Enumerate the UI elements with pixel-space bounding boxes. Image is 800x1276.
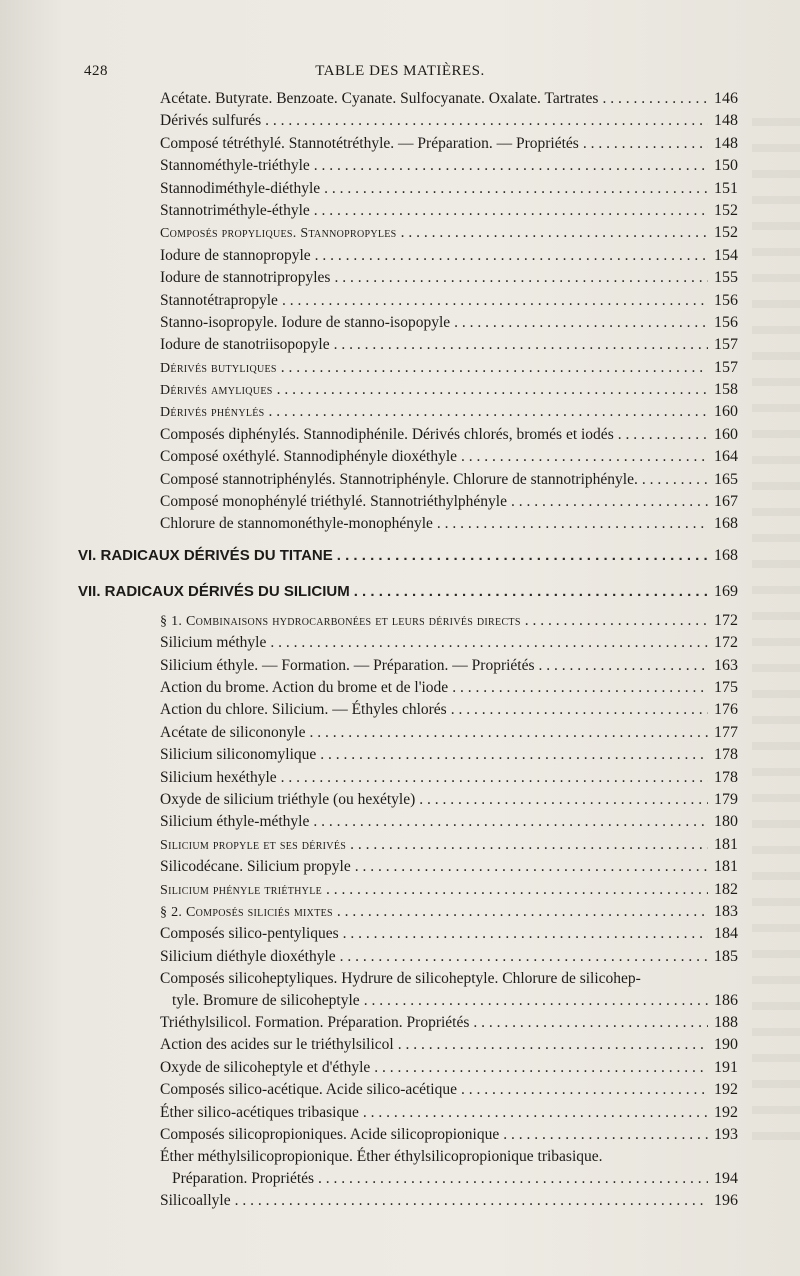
- toc-entry: [160, 1079, 738, 1101]
- toc-entry-page: 190: [714, 1036, 738, 1054]
- dot-leader: [602, 88, 708, 110]
- toc-entry-title: Action des acides sur le triéthylsilicol: [160, 1036, 394, 1054]
- dot-leader: [269, 401, 708, 423]
- dot-leader: [583, 133, 708, 155]
- dot-leader: [451, 699, 708, 721]
- toc-entry-title: Iodure de stannopropyle: [160, 246, 311, 264]
- toc-entry-page: 150: [714, 157, 738, 175]
- page-header: [84, 63, 716, 83]
- section-title: VII. RADICAUX DÉRIVÉS DU SILICIUM: [78, 582, 350, 600]
- toc-entry-title: Silicium éthyle. — Formation. — Préparation. — Propriétés: [160, 656, 535, 674]
- toc-entry-page: 193: [714, 1126, 738, 1144]
- dot-leader: [642, 469, 708, 491]
- dot-leader: [318, 1168, 708, 1190]
- dot-leader: [315, 245, 708, 267]
- toc-entry-page: 155: [714, 269, 738, 287]
- toc-entry: [160, 245, 738, 267]
- toc-entry-page: 178: [714, 746, 738, 764]
- dot-leader: [461, 1079, 708, 1101]
- toc-entry: [160, 677, 738, 699]
- toc-entry: [160, 655, 738, 677]
- toc-entry-title: Silicodécane. Silicium propyle: [160, 858, 351, 876]
- dot-leader: [324, 178, 708, 200]
- toc-entry-title: Éther silico-acétiques tribasique: [160, 1103, 359, 1121]
- toc-entry-page: 175: [714, 678, 738, 696]
- dot-leader: [511, 491, 708, 513]
- toc-entry: [160, 491, 738, 513]
- toc-entry-title: Chlorure de stannomonéthyle-monophényle: [160, 515, 433, 533]
- toc-entry: [160, 946, 738, 968]
- toc-entry: [160, 834, 738, 856]
- show-through-margin: [752, 100, 800, 1150]
- toc-entry: [160, 856, 738, 878]
- toc-entry: [160, 178, 738, 200]
- dot-leader: [320, 744, 708, 766]
- toc-entry: [160, 923, 738, 945]
- dot-leader: [334, 267, 708, 289]
- toc-entry: [160, 1146, 738, 1190]
- toc-entry-page: 192: [714, 1103, 738, 1121]
- toc-entry-page: 188: [714, 1014, 738, 1032]
- toc-entry: [160, 1012, 738, 1034]
- toc-entry-page: 156: [714, 313, 738, 331]
- toc-entry-page: 184: [714, 925, 738, 943]
- toc-entry-title: Dérivés phénylés: [160, 405, 265, 421]
- toc-entry-page: 168: [714, 546, 738, 564]
- toc-entry-title-continued: Préparation. Propriétés: [172, 1170, 315, 1188]
- toc-entry-page: 167: [714, 493, 738, 511]
- toc-entry-title: Dérivés amyliques: [160, 383, 273, 399]
- dot-leader: [277, 379, 708, 401]
- toc-entry-title: Action du brome. Action du brome et de l'iode: [160, 678, 449, 696]
- toc-entry-page: 191: [714, 1058, 738, 1076]
- dot-leader: [314, 155, 708, 177]
- toc-entry: [160, 155, 738, 177]
- toc-entry-page: 152: [714, 224, 738, 242]
- toc-entry-title: Stannodiméthyle-diéthyle: [160, 179, 321, 197]
- toc-entry: [160, 379, 738, 401]
- dot-leader: [270, 632, 708, 654]
- toc-entry-page: 163: [714, 656, 738, 674]
- toc-entry-title: Silicium phényle triéthyle: [160, 882, 323, 898]
- dot-leader: [437, 513, 708, 535]
- toc-entry: [160, 401, 738, 423]
- toc-entry: [160, 133, 738, 155]
- page-number: 428: [84, 63, 108, 79]
- toc-entry-title: Silicium méthyle: [160, 634, 267, 652]
- table-of-contents: [0, 88, 800, 1213]
- dot-leader: [309, 722, 708, 744]
- dot-leader: [354, 576, 708, 608]
- toc-entry-page: 183: [714, 902, 738, 920]
- toc-entry-page: 176: [714, 701, 738, 719]
- toc-entry: [160, 1190, 738, 1212]
- toc-entry-page: 168: [714, 515, 738, 533]
- toc-entry-page: 185: [714, 947, 738, 965]
- toc-entry-title: Stanno-isopropyle. Iodure de stanno-isopopyle: [160, 313, 451, 331]
- toc-entry-title: Oxyde de silicium triéthyle (ou hexétyle): [160, 790, 416, 808]
- dot-leader: [364, 990, 708, 1012]
- section-title: VI. RADICAUX DÉRIVÉS DU TITANE: [78, 546, 333, 564]
- dot-leader: [350, 834, 708, 856]
- toc-entry: [160, 744, 738, 766]
- toc-entry-page: 194: [714, 1170, 738, 1188]
- toc-entry-page: 196: [714, 1192, 738, 1210]
- toc-entry-title: Composé monophénylé triéthylé. Stannotriéthylphényle: [160, 493, 507, 511]
- dot-leader: [454, 312, 708, 334]
- toc-entry-page: 164: [714, 448, 738, 466]
- toc-entry-page: 148: [714, 112, 738, 130]
- dot-leader: [355, 856, 708, 878]
- toc-entry: [160, 1034, 738, 1056]
- dot-leader: [343, 923, 708, 945]
- toc-entry: [160, 968, 738, 1012]
- dot-leader: [235, 1190, 708, 1212]
- dot-leader: [337, 901, 708, 923]
- toc-entry: [160, 267, 738, 289]
- dot-leader: [539, 655, 708, 677]
- dot-leader: [334, 334, 708, 356]
- toc-entry-page: 192: [714, 1081, 738, 1099]
- toc-entry: [160, 222, 738, 244]
- dot-leader: [452, 677, 708, 699]
- dot-leader: [374, 1057, 708, 1079]
- dot-leader: [473, 1012, 708, 1034]
- toc-entry-title: Stannotriméthyle-éthyle: [160, 201, 310, 219]
- toc-entry: [160, 879, 738, 901]
- toc-entry-page: 177: [714, 723, 738, 741]
- toc-entry-page: 146: [714, 90, 738, 107]
- toc-entry-title-continued: tyle. Bromure de silicoheptyle: [172, 992, 360, 1010]
- toc-entry-page: 157: [714, 358, 738, 376]
- dot-leader: [340, 946, 708, 968]
- toc-entry-title: Éther méthylsilicopropionique. Éther éthylsilicopropionique tribasique.: [160, 1148, 603, 1166]
- toc-entry: [160, 334, 738, 356]
- toc-entry: [160, 632, 738, 654]
- toc-section-heading: [78, 576, 738, 608]
- toc-entry-page: 172: [714, 634, 738, 652]
- toc-entry-title: Composé tétréthylé. Stannotétréthyle. — Préparation. — Propriétés: [160, 134, 579, 152]
- toc-entry-title: Silicium siliconomylique: [160, 746, 317, 764]
- toc-entry-title: Acétate. Butyrate. Benzoate. Cyanate. Sulfocyanate. Oxalate. Tartrates: [160, 90, 599, 107]
- toc-entry: [160, 1102, 738, 1124]
- dot-leader: [461, 446, 708, 468]
- toc-entry-page: 169: [714, 582, 738, 600]
- dot-leader: [314, 200, 708, 222]
- toc-entry-title: Iodure de stanotriisopopyle: [160, 336, 330, 354]
- toc-entry-page: 165: [714, 470, 738, 488]
- toc-entry-page: 178: [714, 768, 738, 786]
- toc-entry-title: Dérivés butyliques: [160, 360, 277, 376]
- toc-entry: [160, 789, 738, 811]
- dot-leader: [401, 222, 708, 244]
- toc-entry-title: Triéthylsilicol. Formation. Préparation. Propriétés: [160, 1014, 470, 1032]
- toc-entry-page: 152: [714, 201, 738, 219]
- toc-entry-page: 179: [714, 790, 738, 808]
- dot-leader: [313, 811, 708, 833]
- toc-entry: [160, 424, 738, 446]
- dot-leader: [525, 610, 708, 632]
- toc-entry: [160, 357, 738, 379]
- toc-entry-title: Composés silico-acétique. Acide silico-acétique: [160, 1081, 457, 1099]
- toc-section-heading: [78, 540, 738, 572]
- toc-entry: [160, 469, 738, 491]
- toc-entry-title: Stannométhyle-triéthyle: [160, 157, 310, 175]
- dot-leader: [363, 1102, 708, 1124]
- toc-entry-title: Composés silico-pentyliques: [160, 925, 339, 943]
- toc-entry-title: Composés propyliques. Stannopropyles: [160, 226, 397, 242]
- toc-entry-title: § 2. Composés siliciés mixtes: [160, 904, 333, 920]
- toc-entry-page: 158: [714, 381, 738, 399]
- toc-entry-page: 186: [714, 992, 738, 1010]
- toc-entry-title: Acétate de silicononyle: [160, 723, 306, 741]
- toc-entry-title: Composé oxéthylé. Stannodiphényle dioxéthyle: [160, 448, 458, 466]
- toc-entry-title: Silicoallyle: [160, 1192, 231, 1210]
- toc-entry-page: 172: [714, 611, 738, 629]
- toc-entry: [160, 811, 738, 833]
- toc-entry-title: Iodure de stannotripropyles: [160, 269, 331, 287]
- toc-entry-title: Oxyde de silicoheptyle et d'éthyle: [160, 1058, 371, 1076]
- toc-entry: [160, 200, 738, 222]
- toc-entry-page: 181: [714, 835, 738, 853]
- toc-entry-title: Silicium propyle et ses dérivés: [160, 837, 347, 853]
- dot-leader: [265, 110, 708, 132]
- toc-entry-title: Silicium hexéthyle: [160, 768, 277, 786]
- toc-entry-title: Composés silicopropioniques. Acide silicopropionique: [160, 1126, 500, 1144]
- toc-entry-title: § 1. Combinaisons hydrocarbonées et leurs dérivés directs: [160, 613, 521, 629]
- dot-leader: [282, 290, 708, 312]
- toc-entry-page: 180: [714, 813, 738, 831]
- toc-entry-page: 151: [714, 179, 738, 197]
- toc-entry-page: 156: [714, 291, 738, 309]
- dot-leader: [419, 789, 708, 811]
- toc-entry-title: Action du chlore. Silicium. — Éthyles chlorés: [160, 701, 447, 719]
- toc-entry-page: 154: [714, 246, 738, 264]
- toc-entry: [160, 767, 738, 789]
- dot-leader: [398, 1034, 708, 1056]
- toc-entry: [160, 1057, 738, 1079]
- toc-entry: [160, 312, 738, 334]
- toc-entry-title: Composé stannotriphénylés. Stannotriphényle. Chlorure de stannotriphényle.: [160, 470, 638, 488]
- toc-entry: [160, 513, 738, 535]
- toc-entry-title: Composés silicoheptyliques. Hydrure de silicoheptyle. Chlorure de silicohep-: [160, 970, 641, 988]
- dot-leader: [337, 540, 708, 572]
- toc-entry: [160, 290, 738, 312]
- dot-leader: [618, 424, 708, 446]
- toc-entry: [160, 88, 738, 110]
- toc-entry: [160, 901, 738, 923]
- toc-entry-title: Composés diphénylés. Stannodiphénile. Dérivés chlorés, bromés et iodés: [160, 425, 614, 443]
- toc-entry: [160, 110, 738, 132]
- running-title: TABLE DES MATIÈRES.: [315, 63, 485, 79]
- toc-entry-page: 157: [714, 336, 738, 354]
- dot-leader: [503, 1124, 708, 1146]
- toc-entry: [160, 699, 738, 721]
- toc-entry-page: 181: [714, 858, 738, 876]
- toc-entry-page: 160: [714, 403, 738, 421]
- dot-leader: [281, 357, 708, 379]
- toc-entry-page: 182: [714, 880, 738, 898]
- toc-entry: [160, 1124, 738, 1146]
- toc-entry-title: Dérivés sulfurés: [160, 112, 262, 130]
- toc-entry-page: 160: [714, 425, 738, 443]
- toc-entry: [160, 446, 738, 468]
- toc-entry: [160, 722, 738, 744]
- toc-entry-title: Silicium diéthyle dioxéthyle: [160, 947, 336, 965]
- toc-entry-title: Silicium éthyle-méthyle: [160, 813, 310, 831]
- dot-leader: [281, 767, 708, 789]
- toc-entry-title: Stannotétrapropyle: [160, 291, 278, 309]
- toc-entry-page: 148: [714, 134, 738, 152]
- dot-leader: [326, 879, 708, 901]
- toc-entry: [160, 610, 738, 632]
